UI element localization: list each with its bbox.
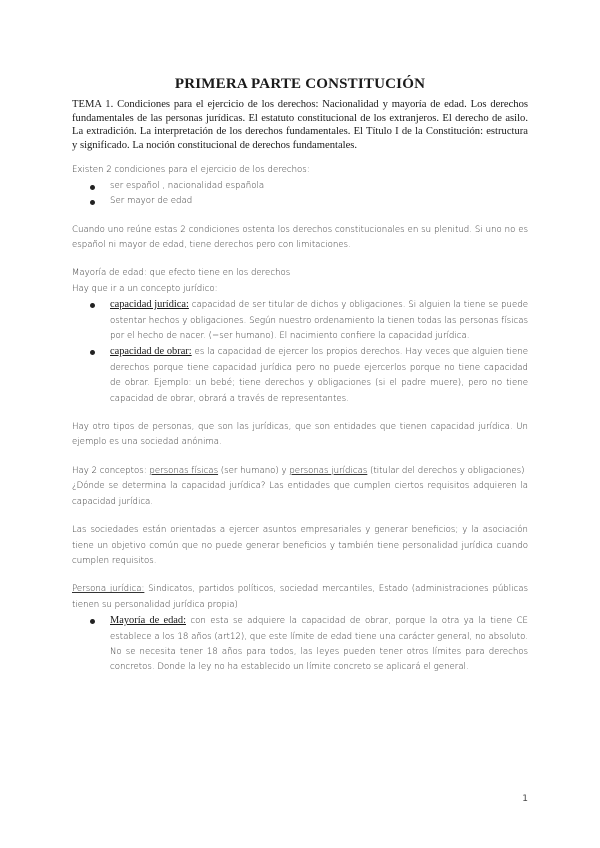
document-page	[72, 76, 528, 676]
list-item	[110, 344, 528, 407]
paragraph-conditions: Existen 2 condiciones para el ejercicio de los derechos:	[72, 165, 310, 176]
paragraph-mayoria: Mayoría de edad: que efecto tiene en los derechos	[72, 268, 291, 279]
definition-text: es la capacidad de ejercer los propios derechos. Hay veces que alguien tiene derechos porque tiene capacidad jurídica pero no puede ejercerlos porque no tiene capacidad de obrar. Ejemplo: un bebé; tiene derechos y obligaciones (si el padre muere), pero no tiene capacidad de obrar, obrará a través de representantes.	[110, 347, 528, 404]
list-item	[110, 297, 528, 344]
tema-heading: TEMA 1. Condiciones para el ejercicio de los derechos: Nacionalidad y mayoría de edad. Los derechos fundamentales de las personas jurídicas. El estatuto constitucional de los extranjeros. El derecho de asilo. La extradición. La interpretación de los derechos fundamentales. El Título I de la Constitución: estructura y significado. La noción constitucional de derechos fundamentales.	[72, 99, 528, 151]
text-span: (titular del derechos y obligaciones)	[367, 465, 525, 476]
definition-text: con esta se adquiere la capacidad de obrar, porque la otra ya la tiene CE establece a los 18 años (art12), que este límite de edad tiene una carácter general, no absoluto. No se necesita tener 18 años para todos, las leyes pueden tener otros límites para derechos concretos. Donde la ley no ha establecido un límite concreto se aplicará el general.	[110, 616, 528, 673]
capacity-list	[72, 297, 528, 407]
paragraph-donde: ¿Dónde se determina la capacidad jurídica? Las entidades que cumplen ciertos requisitos adquieren la capacidad jurídica.	[72, 481, 528, 507]
page-title: PRIMERA PARTE CONSTITUCIÓN	[174, 76, 426, 92]
paragraph-conceptos	[72, 464, 528, 479]
page-number: 1	[522, 794, 528, 804]
definition-text: capacidad de ser titular de dichos y obligaciones. Si alguien la tiene se puede ostentar hechos y obligaciones. Según nuestro ordenamiento la tienen todas las personas físicas por el hecho de nacer. (=ser humano). El nacimiento confiere la capacidad jurídica.	[110, 300, 528, 342]
paragraph-plenitud: Cuando uno reúne estas 2 condiciones ostenta los derechos constitucionales en su plenitud. Si uno no es español ni mayor de edad, tiene derechos pero con limitaciones.	[72, 224, 528, 250]
term-personas-juridicas: personas jurídicas	[289, 465, 368, 476]
text-span: (ser humano) y	[218, 465, 290, 476]
paragraph-sociedades: Las sociedades están orientadas a ejercer asuntos empresariales y generar beneficios; y la asociación tiene un objetivo común que no puede generar beneficios y también tiene personalidad jurídica cuando cumplen requisitos.	[72, 525, 528, 566]
list-item	[110, 613, 528, 676]
text-span: Sindicatos, partidos políticos, sociedad mercantiles, Estado (administraciones públicas tienen su personalidad jurídica propia)	[72, 584, 528, 610]
conditions-list	[72, 179, 528, 210]
paragraph-personas-juridicas: Hay otro tipos de personas, que son las jurídicas, que son entidades que tienen capacidad jurídica. Un ejemplo es una sociedad anónima.	[72, 422, 528, 448]
list-item: ser español , nacionalidad española	[110, 179, 528, 194]
term-persona-juridica: Persona jurídica:	[72, 584, 145, 595]
mayoria-list	[72, 613, 528, 676]
term-mayoria-edad: Mayoría de edad:	[110, 615, 186, 627]
list-item: Ser mayor de edad	[110, 194, 528, 209]
term-capacidad-juridica: capacidad jurídica:	[110, 299, 189, 311]
term-capacidad-obrar: capacidad de obrar:	[110, 346, 192, 358]
text-span: Hay 2 conceptos:	[72, 465, 150, 476]
paragraph-persona-juridica	[72, 582, 528, 613]
paragraph-concepto: Hay que ir a un concepto jurídico:	[72, 283, 218, 294]
term-personas-fisicas: personas físicas	[149, 465, 219, 476]
